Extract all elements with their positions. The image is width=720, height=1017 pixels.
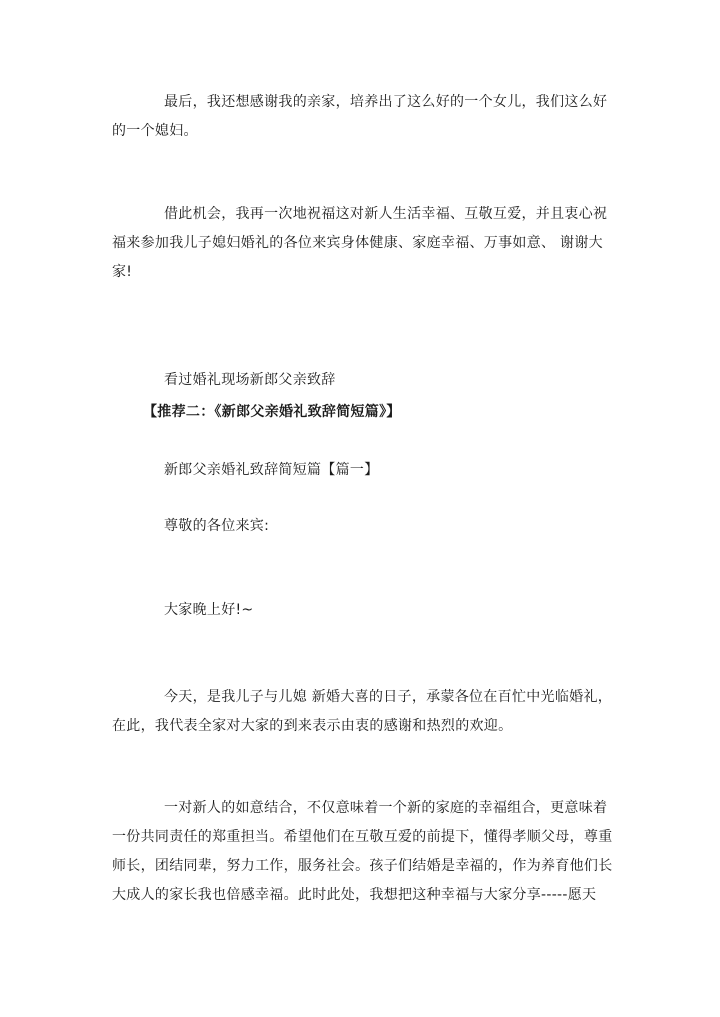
text-line: 借此机会，我再一次地祝福这对新人生活幸福、互敬互爱，并且衷心祝 bbox=[164, 206, 608, 222]
paragraph-welcome bbox=[112, 683, 612, 741]
paragraph-union bbox=[112, 794, 612, 910]
text-line: 师长，团结同辈，努力工作，服务社会。孩子们结婚是幸福的，作为养育他们长 bbox=[112, 858, 613, 874]
text-line: 一对新人的如意结合，不仅意味着一个新的家庭的幸福组合，更意味着 bbox=[164, 800, 608, 816]
text-line: 在此，我代表全家对大家的到来表示由衷的感谢和热烈的欢迎。 bbox=[112, 718, 513, 734]
text-line: 福来参加我儿子媳妇婚礼的各位来宾身体健康、家庭幸福、万事如意、 谢谢大 bbox=[112, 235, 603, 251]
paragraph-blessing bbox=[112, 200, 612, 287]
text-line: 一份共同责任的郑重担当。希望他们在互敬互爱的前提下，懂得孝顺父母，尊重 bbox=[112, 829, 613, 845]
text-line: 家! bbox=[112, 264, 133, 280]
section-title: 新郎父亲婚礼致辞简短篇【篇一】 bbox=[164, 462, 379, 478]
text-line: 的一个媳妇。 bbox=[112, 123, 198, 139]
recommend-link[interactable]: 【推荐二：《新郎父亲婚礼致辞简短篇》】 bbox=[143, 404, 401, 420]
text-line: 最后，我还想感谢我的亲家，培养出了这么好的一个女儿，我们这么好 bbox=[164, 94, 608, 110]
text-line: 今天，是我儿子与儿媳 新婚大喜的日子，承蒙各位在百忙中光临婚礼， bbox=[164, 689, 613, 705]
text-line: 大成人的家长我也倍感幸福。此时此处，我想把这种幸福与大家分享-----愿天 bbox=[112, 887, 597, 903]
paragraph-thanks-inlaws bbox=[112, 88, 612, 146]
seen-title: 看过婚礼现场新郎父亲致辞 bbox=[164, 372, 336, 388]
greeting: 尊敬的各位来宾: bbox=[164, 518, 270, 534]
evening-greeting: 大家晚上好!~ bbox=[164, 602, 254, 618]
